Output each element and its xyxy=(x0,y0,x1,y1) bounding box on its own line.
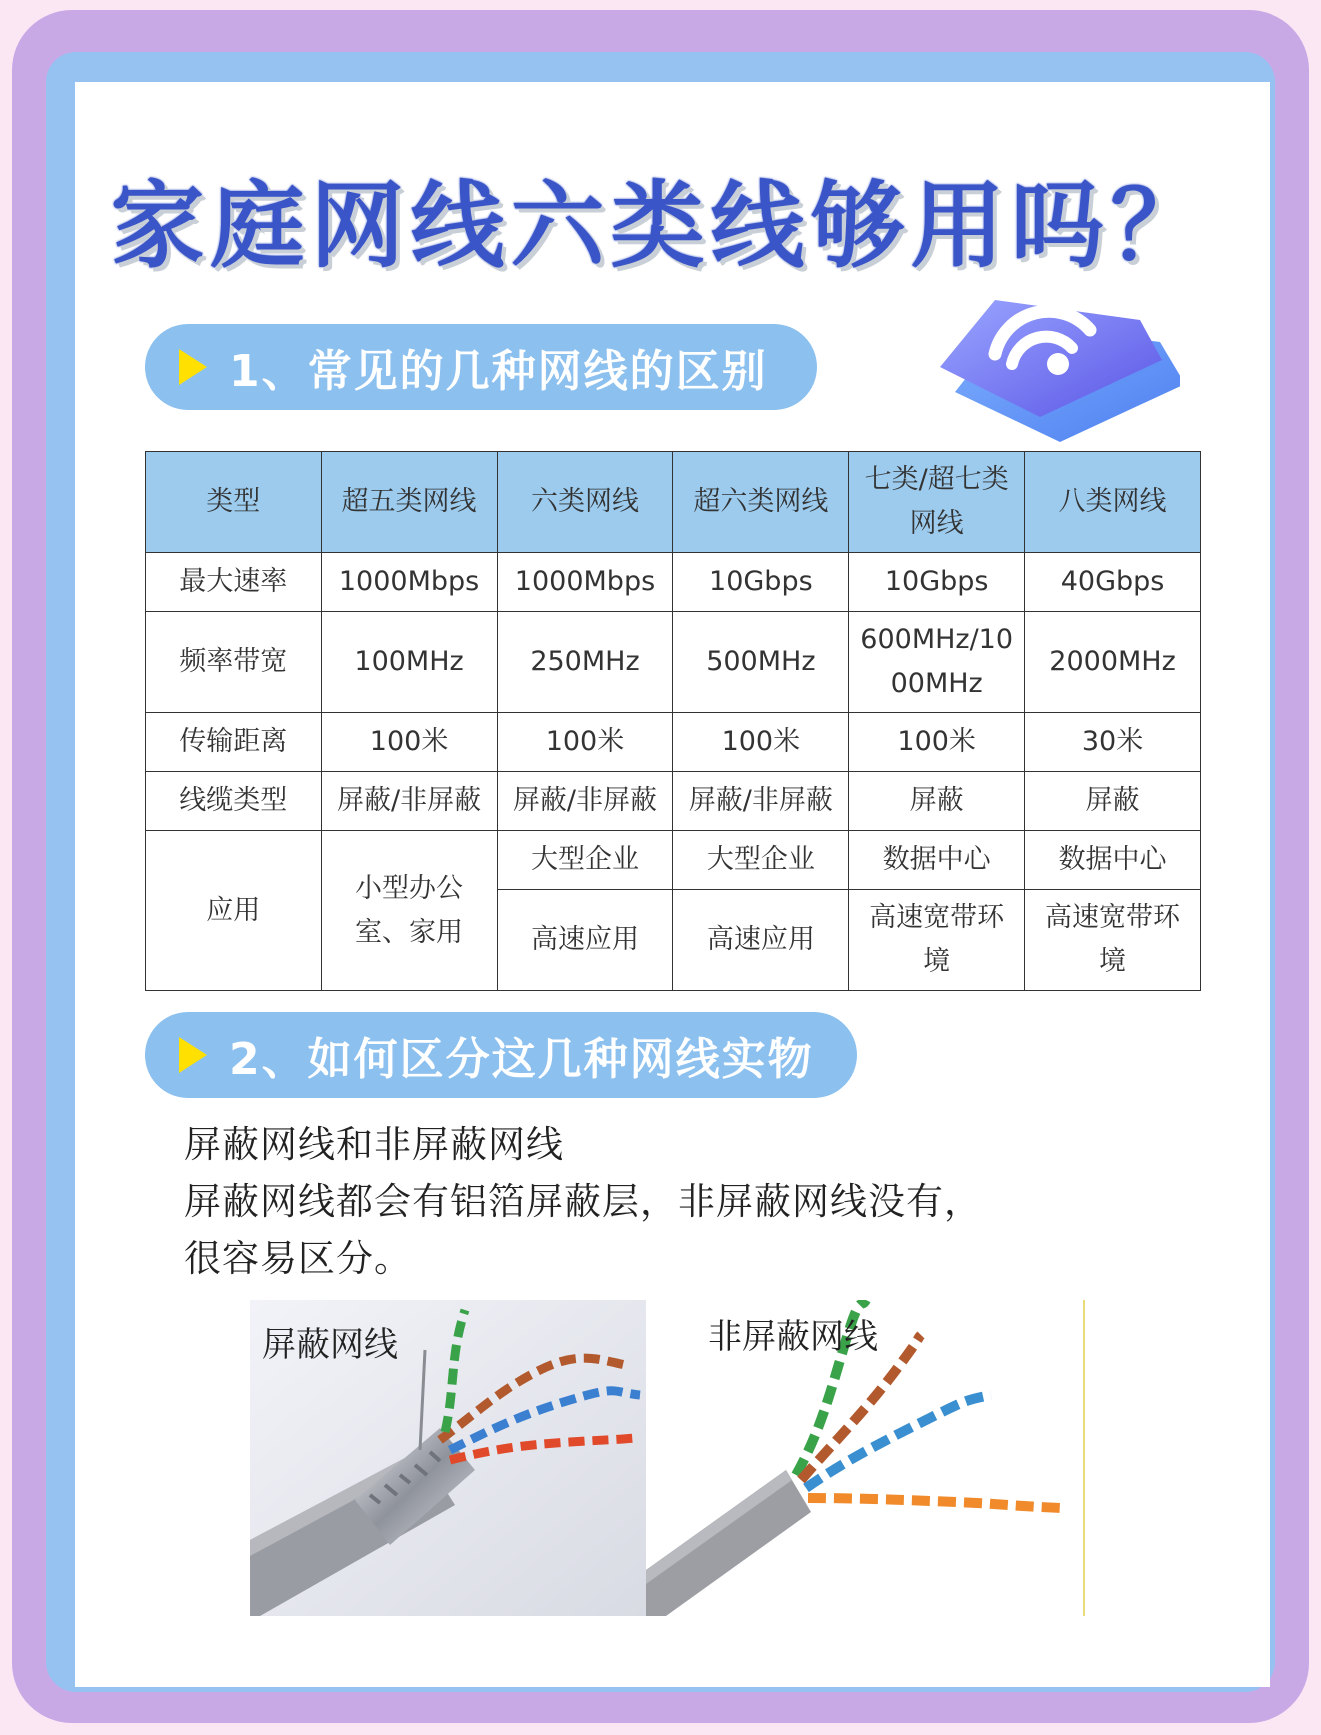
triangle-icon xyxy=(179,1037,207,1073)
triangle-icon xyxy=(179,349,207,385)
section-heading-2 xyxy=(145,1012,857,1098)
page-title: 家庭网线六类线够用吗？ xyxy=(110,172,1211,281)
shielded-cable-photo xyxy=(250,1300,646,1616)
table-header-row xyxy=(146,452,1201,553)
section-heading-2-text: 2、如何区分这几种网线实物 xyxy=(229,1034,814,1085)
table-header-cell: 超五类网线 xyxy=(321,452,497,553)
table-cell: 100米 xyxy=(321,713,497,772)
unshielded-cable-photo xyxy=(646,1300,1086,1616)
table-cell: 屏蔽/非屏蔽 xyxy=(497,772,673,831)
table-cell: 100米 xyxy=(673,713,849,772)
table-cell: 500MHz xyxy=(673,612,849,713)
unshielded-cable-label: 非屏蔽网线 xyxy=(708,1317,878,1357)
table-header-cell: 超六类网线 xyxy=(673,452,849,553)
table-cell: 大型企业 xyxy=(497,831,673,890)
table-cell: 2000MHz xyxy=(1025,612,1201,713)
table-row xyxy=(146,831,1201,890)
table-cell: 30米 xyxy=(1025,713,1201,772)
table-cell: 屏蔽/非屏蔽 xyxy=(321,772,497,831)
table-header-cell: 类型 xyxy=(146,452,322,553)
row-label: 线缆类型 xyxy=(146,772,322,831)
table-cell: 小型办公室、家用 xyxy=(321,831,497,991)
table-cell: 屏蔽/非屏蔽 xyxy=(673,772,849,831)
table-cell: 600MHz/1000MHz xyxy=(849,612,1025,713)
table-cell: 1000Mbps xyxy=(497,553,673,612)
table-row xyxy=(146,553,1201,612)
table-cell: 40Gbps xyxy=(1025,553,1201,612)
section-heading-1 xyxy=(145,324,817,410)
table-cell: 10Gbps xyxy=(673,553,849,612)
table-cell: 数据中心 xyxy=(849,831,1025,890)
row-label: 频率带宽 xyxy=(146,612,322,713)
table-row xyxy=(146,612,1201,713)
divider xyxy=(1083,1300,1085,1616)
shielded-cable-label: 屏蔽网线 xyxy=(262,1325,398,1365)
table-header-cell: 七类/超七类网线 xyxy=(849,452,1025,553)
table-cell: 高速应用 xyxy=(673,890,849,991)
table-row xyxy=(146,713,1201,772)
paragraph-line: 屏蔽网线和非屏蔽网线 xyxy=(184,1123,564,1166)
table-cell: 高速宽带环境 xyxy=(849,890,1025,991)
table-row xyxy=(146,772,1201,831)
table-cell: 屏蔽 xyxy=(849,772,1025,831)
section-heading-1-text: 1、常见的几种网线的区别 xyxy=(229,346,768,397)
table-cell: 高速宽带环境 xyxy=(1025,890,1201,991)
wifi-icon xyxy=(940,292,1180,442)
table-cell: 数据中心 xyxy=(1025,831,1201,890)
paragraph-line: 很容易区分。 xyxy=(184,1237,412,1280)
table-cell: 1000Mbps xyxy=(321,553,497,612)
table-cell: 100MHz xyxy=(321,612,497,713)
table-cell: 100米 xyxy=(497,713,673,772)
table-cell: 250MHz xyxy=(497,612,673,713)
row-label: 传输距离 xyxy=(146,713,322,772)
table-cell: 大型企业 xyxy=(673,831,849,890)
table-header-cell: 六类网线 xyxy=(497,452,673,553)
table-cell: 100米 xyxy=(849,713,1025,772)
table-cell: 高速应用 xyxy=(497,890,673,991)
table-cell: 屏蔽 xyxy=(1025,772,1201,831)
table-header-cell: 八类网线 xyxy=(1025,452,1201,553)
row-label: 最大速率 xyxy=(146,553,322,612)
cable-comparison-table xyxy=(145,451,1201,991)
paragraph-line: 屏蔽网线都会有铝箔屏蔽层，非屏蔽网线没有， xyxy=(184,1180,982,1223)
row-label: 应用 xyxy=(146,831,322,991)
table-cell: 10Gbps xyxy=(849,553,1025,612)
